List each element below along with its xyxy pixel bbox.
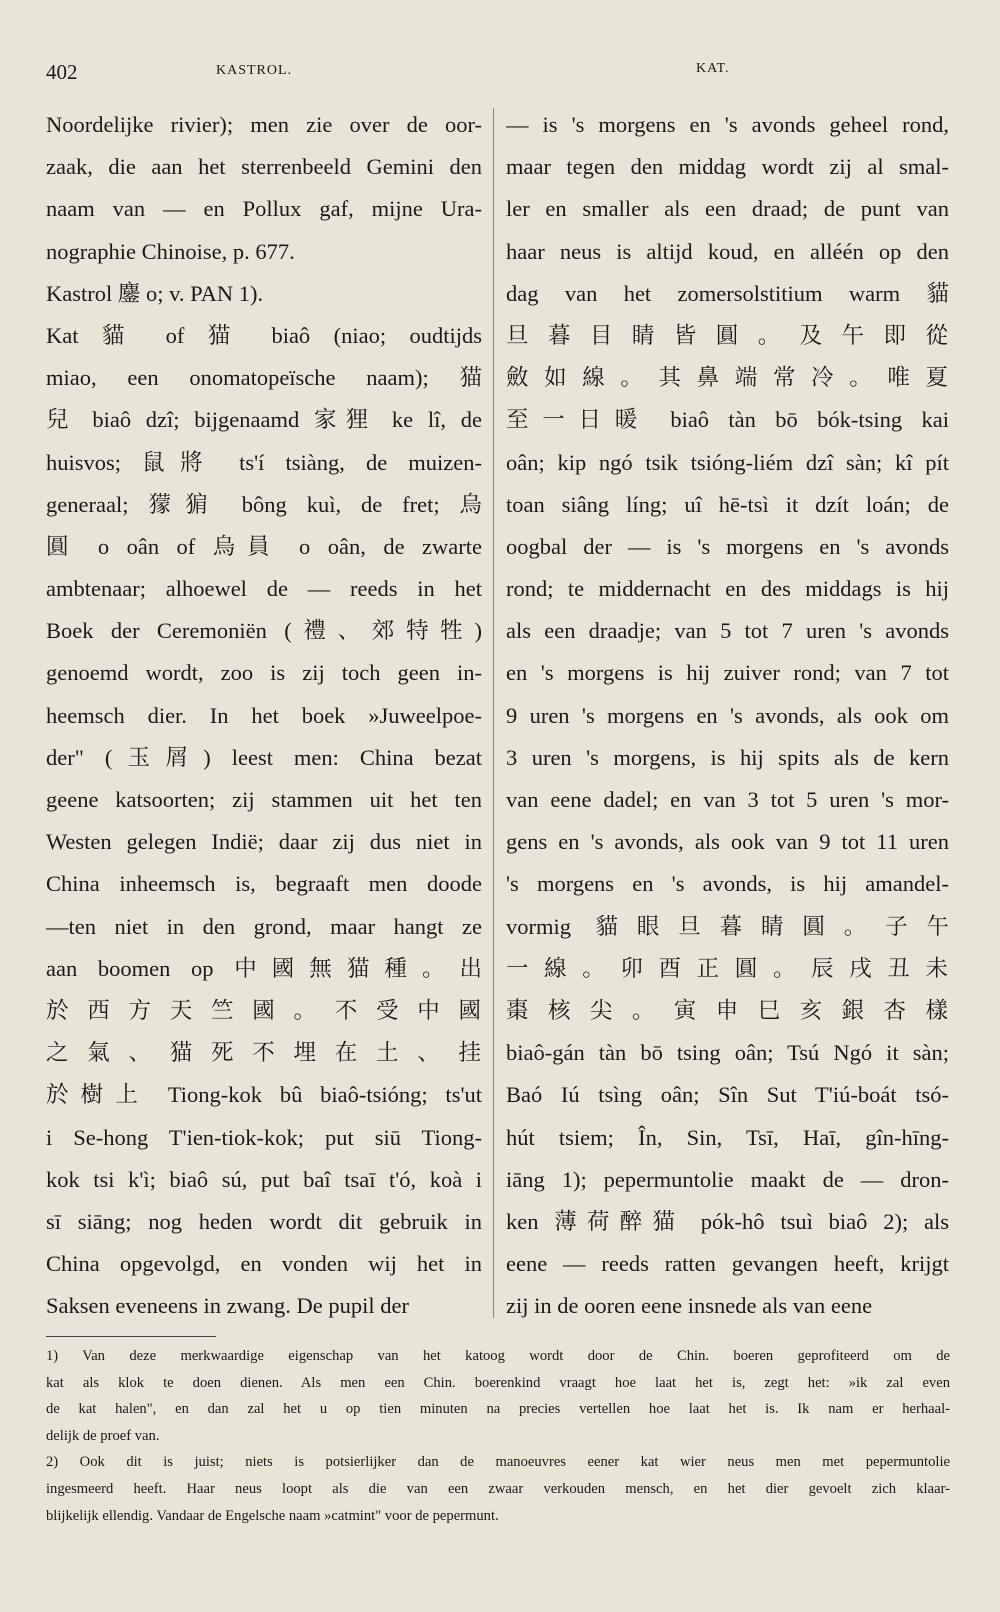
- text-line: 圓 o oân of 烏員 o oân, de zwarte: [46, 533, 482, 559]
- text-line: maar tegen den middag wordt zij al smal-: [506, 154, 949, 180]
- text-line: iāng 1); pepermuntolie maakt de — dron-: [506, 1166, 949, 1192]
- text-line: kok tsi k'ì; biaô sú, put baî tsaī t'ó, koà i: [46, 1166, 482, 1192]
- text-line: generaal; 獴猏 bông kuì, de fret; 烏: [46, 491, 482, 517]
- text-line: China opgevolgd, en vonden wij het in: [46, 1251, 482, 1277]
- text-line: van eene dadel; en van 3 tot 5 uren 's mor-: [506, 787, 949, 812]
- text-line: gens en 's avonds, als ook van 9 tot 11 uren: [506, 829, 949, 855]
- right-column: [506, 104, 949, 1322]
- text-line: haar neus is altijd koud, en alléén op den: [506, 238, 949, 264]
- text-line: Westen gelegen Indië; daar zij dus niet in: [46, 829, 482, 855]
- page-header: [46, 60, 950, 90]
- text-line: 之氣、猫死不埋在土、挂: [46, 1040, 482, 1066]
- text-line: China inheemsch is, begraaft men doode: [46, 871, 482, 897]
- text-line: —ten niet in den grond, maar hangt ze: [46, 913, 482, 939]
- footnote-line: 1) Van deze merkwaardige eigenschap van het katoog wordt door de Chin. boeren geprofiteerd om de: [46, 1348, 950, 1364]
- text-line: 兒 biaô dzî; bijgenaamd 家狸 ke lî, de: [46, 407, 482, 433]
- column-divider: [493, 108, 494, 1318]
- text-line: genoemd wordt, zoo is zij toch geen in-: [46, 660, 482, 686]
- text-line: ambtenaar; alhoewel de — reeds in het: [46, 576, 482, 602]
- text-line: zij in de ooren eene insnede als van eene: [506, 1293, 873, 1319]
- running-head-right: KAT.: [696, 61, 730, 76]
- text-line: der" (玉屑) leest men: China bezat: [46, 744, 482, 770]
- text-line: 旦暮目睛皆圓。及午即從: [506, 322, 949, 348]
- text-line: 於樹上 Tiong-kok bû biaô-tsióng; ts'ut: [46, 1082, 482, 1108]
- footnote-line: blijkelijk ellendig. Vandaar de Engelsche naam »catmint" voor de pepermunt.: [46, 1507, 499, 1524]
- text-line: Baó Iú tsìng oân; Sîn Sut T'iú-boát tsó-: [506, 1082, 949, 1108]
- text-line: en 's morgens is hij zuiver rond; van 7 tot: [506, 660, 949, 686]
- text-line: ler en smaller als een draad; de punt van: [506, 196, 949, 222]
- footnote-line: delijk de proef van.: [46, 1427, 160, 1444]
- text-line: oogbal der — is 's morgens en 's avonds: [506, 533, 949, 559]
- text-line: naam van — en Pollux gaf, mijne Ura-: [46, 196, 482, 222]
- text-line: als een draadje; van 5 tot 7 uren 's avonds: [506, 618, 949, 644]
- footnote-line: de kat halen", en dan zal het u op tien minuten na precies vertellen hoe laat het is. Ik nam er herhaal-: [46, 1401, 950, 1418]
- left-column: [46, 104, 482, 1322]
- footnote-line: kat als klok te doen dienen. Als men een Chin. boerenkind vraagt hoe laat het is, zegt het: »ik zal even: [46, 1374, 950, 1391]
- text-line: 棗核尖。寅申巳亥銀杏樣: [506, 997, 949, 1023]
- text-line: 斂如線。其鼻端常冷。唯夏: [506, 365, 949, 391]
- text-line: biaô-gán tàn bō tsing oân; Tsú Ngó it sàn;: [506, 1040, 949, 1066]
- text-line: oân; kip ngó tsik tsióng-liém dzî sàn; kî pít: [506, 449, 949, 475]
- text-line: vormig 貓眼旦暮睛圓。子午: [506, 913, 949, 939]
- text-line: aan boomen op 中國無猫種。出: [46, 955, 482, 981]
- text-line: Noordelijke rivier); men zie over de oor-: [46, 112, 482, 137]
- text-line: geene katsoorten; zij stammen uit het ten: [46, 787, 482, 812]
- text-line: Boek der Ceremoniën (禮、郊特牲): [46, 618, 482, 644]
- text-line: Kat 貓 of 猫 biaô (niao; oudtijds: [46, 322, 482, 348]
- text-line: 9 uren 's morgens en 's avonds, als ook om: [506, 702, 949, 728]
- text-line: rond; te middernacht en des middags is hij: [506, 576, 949, 602]
- text-line: — is 's morgens en 's avonds geheel rond,: [506, 112, 949, 137]
- footnotes: [46, 1343, 950, 1529]
- text-line: nographie Chinoise, p. 677.: [46, 238, 295, 264]
- text-line: 至一日暖 biaô tàn bō bók-tsing kai: [506, 407, 949, 433]
- text-line: 一線。卯酉正圓。辰戌丑未: [506, 955, 949, 981]
- text-line: Kastrol 鏖 o; v. PAN 1).: [46, 280, 264, 306]
- text-line: heemsch dier. In het boek »Juweelpoe-: [46, 702, 482, 728]
- text-line: 3 uren 's morgens, is hij spits als de kern: [506, 744, 949, 770]
- text-line: toan siâng líng; uî hē-tsì it dzít loán; de: [506, 491, 949, 517]
- page-number: 402: [46, 60, 78, 84]
- text-line: eene — reeds ratten gevangen heeft, krijgt: [506, 1251, 949, 1277]
- text-line: hút tsiem; În, Sin, Tsī, Haī, gîn-hīng-: [506, 1124, 949, 1150]
- text-line: huisvos; 鼠將 ts'í tsiàng, de muizen-: [46, 449, 482, 475]
- footnote-line: ingesmeerd heeft. Haar neus loopt als die van een zwaar verkouden mensch, en het dier gevoelt zich klaar-: [46, 1480, 950, 1497]
- running-head-left: KASTROL.: [216, 63, 293, 78]
- text-line: i Se-hong T'ien-tiok-kok; put siū Tiong-: [46, 1124, 482, 1150]
- text-line: dag van het zomersolstitium warm 貓: [506, 280, 949, 306]
- footnote-separator: [46, 1336, 216, 1337]
- text-line: 's morgens en 's avonds, is hij amandel-: [506, 871, 949, 897]
- text-line: sī siāng; nog heden wordt dit gebruik in: [46, 1208, 482, 1234]
- text-line: miao, een onomatopeïsche naam); 猫: [46, 365, 482, 391]
- text-line: ken 薄荷醉猫 pók-hô tsuì biaô 2); als: [506, 1208, 949, 1234]
- footnote-line: 2) Ook dit is juist; niets is potsierlijker dan de manoeuvres eener kat wier neus men met pepermuntolie: [46, 1454, 950, 1471]
- text-line: Saksen eveneens in zwang. De pupil der: [46, 1293, 410, 1319]
- text-line: 於西方天竺國。不受中國: [46, 997, 482, 1023]
- text-line: zaak, die aan het sterrenbeeld Gemini den: [46, 154, 482, 180]
